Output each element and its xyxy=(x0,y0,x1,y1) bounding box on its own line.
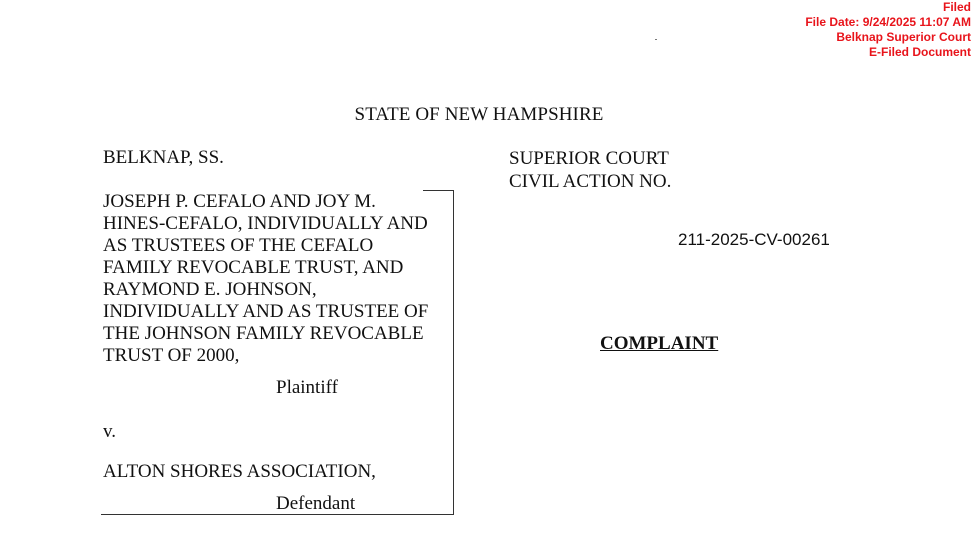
stamp-line-efiled: E-Filed Document xyxy=(868,45,971,59)
plaintiff-line: FAMILY REVOCABLE TRUST, AND xyxy=(103,257,404,278)
plaintiff-line: JOSEPH P. CEFALO AND JOY M. xyxy=(103,191,376,212)
case-caption xyxy=(101,190,454,515)
defendant-role-label: Defendant xyxy=(276,493,356,514)
plaintiff-names xyxy=(103,191,448,367)
defendant-name: ALTON SHORES ASSOCIATION, xyxy=(103,461,376,482)
filing-stamp xyxy=(805,0,971,60)
stamp-line-file-date: File Date: 9/24/2025 11:07 AM xyxy=(805,15,971,29)
document-title: COMPLAINT xyxy=(600,333,719,354)
plaintiff-line: INDIVIDUALLY AND AS TRUSTEE OF xyxy=(103,301,429,322)
stamp-line-filed: Filed xyxy=(942,0,971,14)
scan-speck xyxy=(655,39,657,40)
plaintiff-line: TRUST OF 2000, xyxy=(103,345,240,366)
county-venue: BELKNAP, SS. xyxy=(103,147,224,168)
plaintiff-line: HINES-CEFALO, INDIVIDUALLY AND xyxy=(103,213,428,234)
civil-action-label: CIVIL ACTION NO. xyxy=(509,171,672,192)
case-number: 211-2025-CV-00261 xyxy=(678,230,830,249)
plaintiff-line: AS TRUSTEES OF THE CEFALO xyxy=(103,235,374,256)
court-name: SUPERIOR COURT xyxy=(509,148,669,169)
state-heading: STATE OF NEW HAMPSHIRE xyxy=(354,104,604,125)
plaintiff-role-label: Plaintiff xyxy=(276,377,338,398)
versus-label: v. xyxy=(103,421,117,442)
plaintiff-line: RAYMOND E. JOHNSON, xyxy=(103,279,317,300)
plaintiff-line: THE JOHNSON FAMILY REVOCABLE xyxy=(103,323,424,344)
court-block xyxy=(509,147,671,193)
stamp-line-court: Belknap Superior Court xyxy=(836,30,971,44)
